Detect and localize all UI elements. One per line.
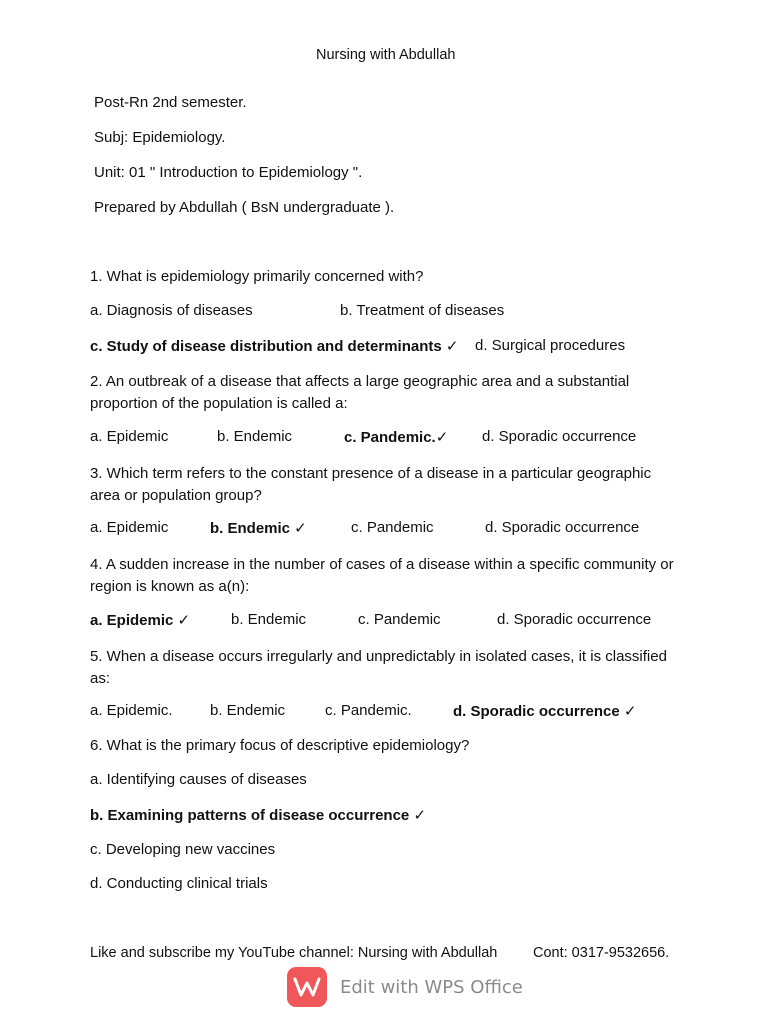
meta-unit: Unit: 01 " Introduction to Epidemiology ". — [94, 164, 363, 181]
option-c: c. Pandemic — [351, 519, 434, 536]
footer-contact: Cont: 0317-9532656. — [533, 945, 670, 961]
option-c: c. Pandemic — [358, 611, 441, 628]
wps-watermark-label: Edit with WPS Office — [340, 976, 523, 998]
wps-logo-icon — [287, 967, 327, 1007]
option-b: b. Endemic — [231, 611, 307, 628]
option-d: d. Conducting clinical trials — [90, 875, 268, 892]
option-a: a. Epidemic — [90, 519, 169, 536]
option-d: d. Surgical procedures — [475, 337, 626, 354]
meta-subject: Subj: Epidemiology. — [94, 129, 226, 146]
question-text: 6. What is the primary focus of descriptive epidemiology? — [90, 737, 470, 754]
question-text: 5. When a disease occurs irregularly and unpredictably in isolated cases, it is classified as: — [90, 648, 667, 687]
question-text: 2. An outbreak of a disease that affects a large geographic area and a substantial proportion of the population is called a: — [90, 373, 630, 412]
option-c: c. Pandemic. — [325, 702, 412, 719]
option-a: a. Diagnosis of diseases — [90, 302, 253, 319]
option-b-correct: b. Endemic ✓ — [210, 520, 307, 537]
option-b: b. Endemic — [217, 428, 293, 445]
question-text: 3. Which term refers to the constant presence of a disease in a particular geographic area or population group? — [90, 465, 652, 504]
option-c: c. Developing new vaccines — [90, 841, 276, 858]
option-a-correct: a. Epidemic ✓ — [90, 612, 191, 629]
option-a: a. Epidemic. — [90, 702, 173, 719]
page-title: Nursing with Abdullah — [316, 47, 456, 63]
option-c-correct: c. Study of disease distribution and determinants ✓ — [90, 338, 459, 355]
option-d: d. Sporadic occurrence — [485, 519, 640, 536]
question-text: 4. A sudden increase in the number of cases of a disease within a specific community or region is known as a(n): — [90, 556, 674, 595]
option-c-correct: c. Pandemic.✓ — [344, 429, 449, 446]
question-text: 1. What is epidemiology primarily concerned with? — [90, 268, 424, 285]
option-a: a. Epidemic — [90, 428, 169, 445]
wps-watermark[interactable] — [287, 966, 523, 1008]
footer-youtube: Like and subscribe my YouTube channel: Nursing with Abdullah — [90, 945, 498, 961]
option-d: d. Sporadic occurrence — [482, 428, 637, 445]
option-d-correct: d. Sporadic occurrence ✓ — [453, 703, 637, 720]
option-b-correct: b. Examining patterns of disease occurrence ✓ — [90, 807, 427, 824]
option-b: b. Treatment of diseases — [340, 302, 505, 319]
meta-semester: Post-Rn 2nd semester. — [94, 94, 247, 111]
option-b: b. Endemic — [210, 702, 286, 719]
option-a: a. Identifying causes of diseases — [90, 771, 307, 788]
option-d: d. Sporadic occurrence — [497, 611, 652, 628]
meta-prepared-by: Prepared by Abdullah ( BsN undergraduate ). — [94, 199, 395, 216]
